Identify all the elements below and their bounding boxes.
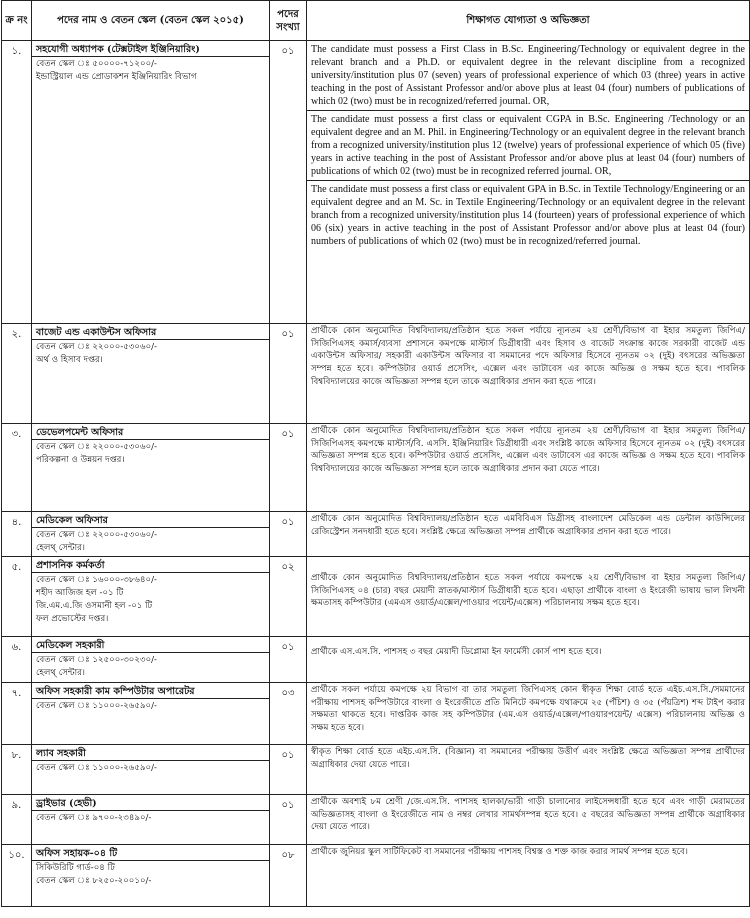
post-line: বেতন স্কেল ঃ ১২৫০০-৩০২৩০/- [36,655,157,665]
post-count: ০১ [270,424,307,512]
table-row [2,845,750,907]
post-line: হেলথ্ সেন্টার। [36,668,85,678]
table-row [2,512,750,557]
table-row [2,41,750,324]
table-row [2,324,750,424]
qualification-text: প্রার্থীকে জুনিয়র স্কুল সার্টিফিকেট বা সমমানের পরীক্ষায় পাশসহ বিশ্বস্ত ও শক্ত কাজ করার সামর্থ সম্পন্ন হতে হবে। [311,847,688,857]
post-title: ডেভেলপমেন্ট অফিসার [32,425,269,440]
post-count: ০১ [270,41,307,324]
post-title: ড্রাইভার (হেভী) [32,796,269,811]
table-row [2,424,750,512]
row-serial: ৬. [2,637,32,683]
row-serial: ৭. [2,683,32,745]
post-title: সহযোগী অধ্যাপক (টেক্সটাইল ইঞ্জিনিয়ারিং) [32,42,269,57]
row-serial: ৫. [2,557,32,637]
post-cell [32,557,270,637]
qualification-text: প্রার্থীকে কোন অনুমোদিত বিশ্ববিদ্যালয়/প্রতিষ্ঠান হতে সকল পর্যায়ে ন্যূনতম ২য় শ্রেণী/বিভাগ বা ইহার সমতুল্য জিপিএ/সিজিপিএসহ কমার্স/ব্যবসা প্রশাসনে কমপক্ষে মাস্টার্স ডিগ্রীধারী এবং হিসাব ও বাজেট সংক্রান্ত কাজে সরকারী বাজেট এন্ড একাউন্টস অফিসার/ সহকারী একাউন্টস অফিসার বা সমমানের পদে অফিসার হিসেবে ন্যূনতম ০২ (দুই) বৎসরের অভিজ্ঞতা সম্পন্ন হতে হবে। কম্পিউটার ওয়ার্ড প্রসেসিং, এক্সেল এবং ডাটাবেস এর কাজে অভিজ্ঞ ও সক্ষম হতে হবে। পাবলিক বিশ্ববিদ্যালয়ের কাজে অভিজ্ঞতা সম্পন্ন হলে তাকে অগ্রাধিকার প্রদান করা হতে পারে। [311,326,745,387]
qualification-text: প্রার্থীকে এস.এস.সি. পাশসহ ৩ বছর মেয়াদী ডিপ্লোমা ইন ফার্মেসী কোর্স পাশ হতে হবে। [311,647,602,657]
row-serial: ১০. [2,845,32,907]
qualification-cell [307,41,750,324]
qualification-paragraph: The candidate must possess a first class or equivalent GPA in B.Sc. in Textile Technology/Engineering or an equivalent degree and an M. Sc. in Textile Engineering/Technology or an equivalent degree in the relevant branch from a recognized university/institution plus 14 (fourteen) years of professional experience of which 06 (six) years in active teaching in the post of Assistant Professor and/or above plus at least 04 (four) numbers of publications of which 02 (two) must be in recognized/referred journal. [311,184,745,247]
post-title: বাজেট এন্ড একাউন্টস অফিসার [32,325,269,340]
header-serial: ক্র নং [2,1,32,41]
qualification-text: প্রার্থীকে কোন অনুমোদিত বিশ্ববিদ্যালয়/প্রতিষ্ঠান হতে সকল পর্যায়ে কমপক্ষে ২য় শ্রেণী/বিভাগ বা ইহার সমতুল্য জিপিএ/সিজিপিএসহ ০৪ (চার) বছর মেয়াদী স্নাতক/মাস্টার্স ডিগ্রীধারী হতে হবে। এছাড়া প্রার্থীকে বাংলা ও ইংরেজী ভাষায় ভাল লিখনী ক্ষমতাসহ কম্পিউটার (এমএস ওয়ার্ড/এক্সেল/পাওয়ার পয়েন্ট/এক্সেস) পরিচালনায় সক্ষম হতে হবে। [311,573,745,609]
post-line: ফল প্রভোস্টের দপ্তর। [36,614,109,624]
qualification-text: স্বীকৃত শিক্ষা বোর্ড হতে এইচ.এস.সি. (বিজ্ঞান) বা সমমানের পরীক্ষায় উত্তীর্ণ এবং সংশ্লিষ্ট ক্ষেত্রে অভিজ্ঞতা সম্পন্ন প্রার্থীদের অগ্রাধিকার দেয়া যেতে পারে। [311,747,745,770]
header-count: পদের সংখ্যা [270,1,307,41]
post-line: সিকিউরিটি গার্ড-০৪ টি [36,863,115,873]
post-title: অফিস সহকারী কাম কম্পিউটার অপারেটর [32,684,269,699]
qualification-text: প্রার্থীকে কোন অনুমোদিত বিশ্ববিদ্যালয়/প্রতিষ্ঠান হতে এমবিবিএস ডিগ্রীসহ বাংলাদেশ মেডিকেল এন্ড ডেন্টাল কাউন্সিলের রেজিস্ট্রেশন সনদধারী হতে হবে। সংশ্লিষ্ট ক্ষেত্রে অভিজ্ঞতা সম্পন্ন প্রার্থীকে অগ্রাধিকার প্রদান করা হতে পারে। [311,514,745,537]
post-line: জি.এম.এ.জি ওসমানী হল -০১ টি [36,601,153,611]
post-line: বেতন স্কেল ঃ ২২০০০-৫৩০৬০/- [36,530,157,540]
post-title: অফিস সহায়ক-০৪ টি [32,846,269,861]
row-serial: ৩. [2,424,32,512]
post-count: ০৮ [270,845,307,907]
post-count: ০১ [270,745,307,795]
table-header-row [2,1,750,41]
post-line: বেতন স্কেল ঃ ৯৭০০-২৩৪৯০/- [36,813,152,823]
table-row [2,745,750,795]
table-row [2,637,750,683]
post-title: মেডিকেল অফিসার [32,513,269,528]
row-serial: ১. [2,41,32,324]
job-circular-table [1,0,750,907]
post-title: ল্যাব সহকারী [32,746,269,761]
post-count: ০২ [270,557,307,637]
qualification-text: প্রার্থীকে অবশ্যই ৮ম শ্রেণী /জে.এস.সি. পাশসহ হালকা/ভারী গাড়ী চালানোর লাইসেন্সধারী হতে হবে এবং গাড়ী মেরামতের অভিজ্ঞতাসহ বাংলা ও ইংরেজীতে নাম ও নম্বর লেখার সামর্থসম্পন্ন হতে হবে। ৫ বছরের অভিজ্ঞতা সম্পন্ন প্রার্থীকে অগ্রাধিকার দেয়া যেতে পারে। [311,797,745,833]
post-count: ০১ [270,637,307,683]
post-cell [32,795,270,845]
post-cell [32,41,270,324]
header-qualification: শিক্ষাগত যোগ্যতা ও অভিজ্ঞতা [307,1,750,41]
post-cell [32,683,270,745]
post-line: ইন্ডাস্ট্রিয়াল এন্ড প্রোডাকশন ইঞ্জিনিয়ারিং বিভাগ [36,72,197,82]
table-row [2,557,750,637]
post-cell [32,745,270,795]
post-cell [32,637,270,683]
qualification-paragraph: The candidate must possess a first class or equivalent CGPA in B.Sc. Engineering /Technology or an equivalent degree and an M. Phil. in Engineering/Technology or an equivalent degree in the relevant branch from a recognized university/institution plus 12 (twelve) years of professional experience of which 05 (five) years in active teaching in the post of Assistant Professor and/or above plus at least 04 (four) numbers of publications of which 02 (two) must be in recognized referred journal. OR, [311,114,745,177]
post-count: ০১ [270,324,307,424]
qualification-text: প্রার্থীকে সকল পর্যায়ে কমপক্ষে ২য় বিভাগ বা তার সমতুল্য জিপিএসহ কোন স্বীকৃত শিক্ষা বোর্ড হতে এইচ.এস.সি./সমমানের পরীক্ষায় পাশসহ কম্পিউটারে বাংলা ও ইংরেজীতে প্রতি মিনিটে কমপক্ষে যথাক্রমে ২৫ (পঁচিশ) ও ৩৫ (পঁয়ত্রিশ) শব্দ টাইপ করার সক্ষমতা থাকতে হবে। দাপ্তরিক কাজ সহ কম্পিউটার (এম.এস ওয়ার্ড/এক্সেল/পাওয়ারপয়েন্ট/ এক্সেস) পরিচালনায় অভিজ্ঞ ও সক্ষম হতে হবে। [311,685,745,734]
post-count: ০৩ [270,683,307,745]
row-serial: ৮. [2,745,32,795]
post-cell [32,845,270,907]
table-row [2,683,750,745]
row-serial: ৪. [2,512,32,557]
post-line: বেতন স্কেল ঃ ১৬০০০-৩৮৬৪০/- [36,575,157,585]
post-line: বেতন স্কেল ঃ ১১০০০-২৬৫৯০/- [36,701,157,711]
post-line: অর্থ ও হিসাব দপ্তর। [36,355,103,365]
row-serial: ৯. [2,795,32,845]
qualification-text: প্রার্থীকে কোন অনুমোদিত বিশ্ববিদ্যালয়/প্রতিষ্ঠান হতে সকল পর্যায়ে ন্যূনতম ২য় শ্রেণী/বিভাগ বা ইহার সমতুল্য জিপিএ/সিজিপিএসহ কমপক্ষে মাস্টার্স/বি. এসসি. ইঞ্জিনিয়ারিং ডিগ্রীধারী এবং সংশ্লিষ্ট কাজে অফিসার হিসেবে ন্যূনতম ০২ (দুই) বৎসরের অভিজ্ঞতা সম্পন্ন হতে হবে। কম্পিউটার ওয়ার্ড প্রসেসিং, এক্সেল এবং ডাটাবেস এর কাজে অভিজ্ঞ ও সক্ষম হতে হবে। পাবলিক বিশ্ববিদ্যালয়ের কাজে অভিজ্ঞতা সম্পন্ন হলে তাকে অগ্রাধিকার প্রদান করা যেতে পারে। [311,426,745,475]
qualification-paragraph: The candidate must possess a First Class in B.Sc. Engineering/Technology or equivalent degree in the relevant branch and a Ph.D. or equivalent degree in the relevant discipline from a recognized university/institution plus 07 (seven) years of professional experience of which 03 (three) years in active teaching in the post of Assistant Professor and/or above plus at least 04 (four) numbers of publications of which 02 (two) must be in recognized/referred journal. OR, [311,44,745,107]
row-serial: ২. [2,324,32,424]
post-title: প্রশাসনিক কর্মকর্তা [32,558,269,573]
post-line: বেতন স্কেল ঃ ১১০০০-২৬৫৯০/- [36,763,157,773]
post-line: শহীদ আজিজ হল -০১ টি [36,588,124,598]
post-line: বেতন স্কেল ঃ ২২০০০-৫৩০৬০/- [36,342,157,352]
post-count: ০১ [270,795,307,845]
post-line: বেতন স্কেল ঃ ৮২৫০-২০০১০/- [36,876,152,886]
post-cell [32,512,270,557]
post-count: ০১ [270,512,307,557]
post-cell [32,424,270,512]
post-line: বেতন স্কেল ঃ ৫০০০০-৭১২০০/- [36,59,157,69]
post-cell [32,324,270,424]
post-title: মেডিকেল সহকারী [32,638,269,653]
table-row [2,795,750,845]
post-line: পরিকল্পনা ও উন্নয়ন দপ্তর। [36,455,125,465]
post-line: বেতন স্কেল ঃ ২২০০০-৫৩০৬০/- [36,442,157,452]
post-line: হেলথ্ সেন্টার। [36,543,85,553]
header-post: পদের নাম ও বেতন স্কেল (বেতন স্কেল ২০১৫) [32,1,270,41]
